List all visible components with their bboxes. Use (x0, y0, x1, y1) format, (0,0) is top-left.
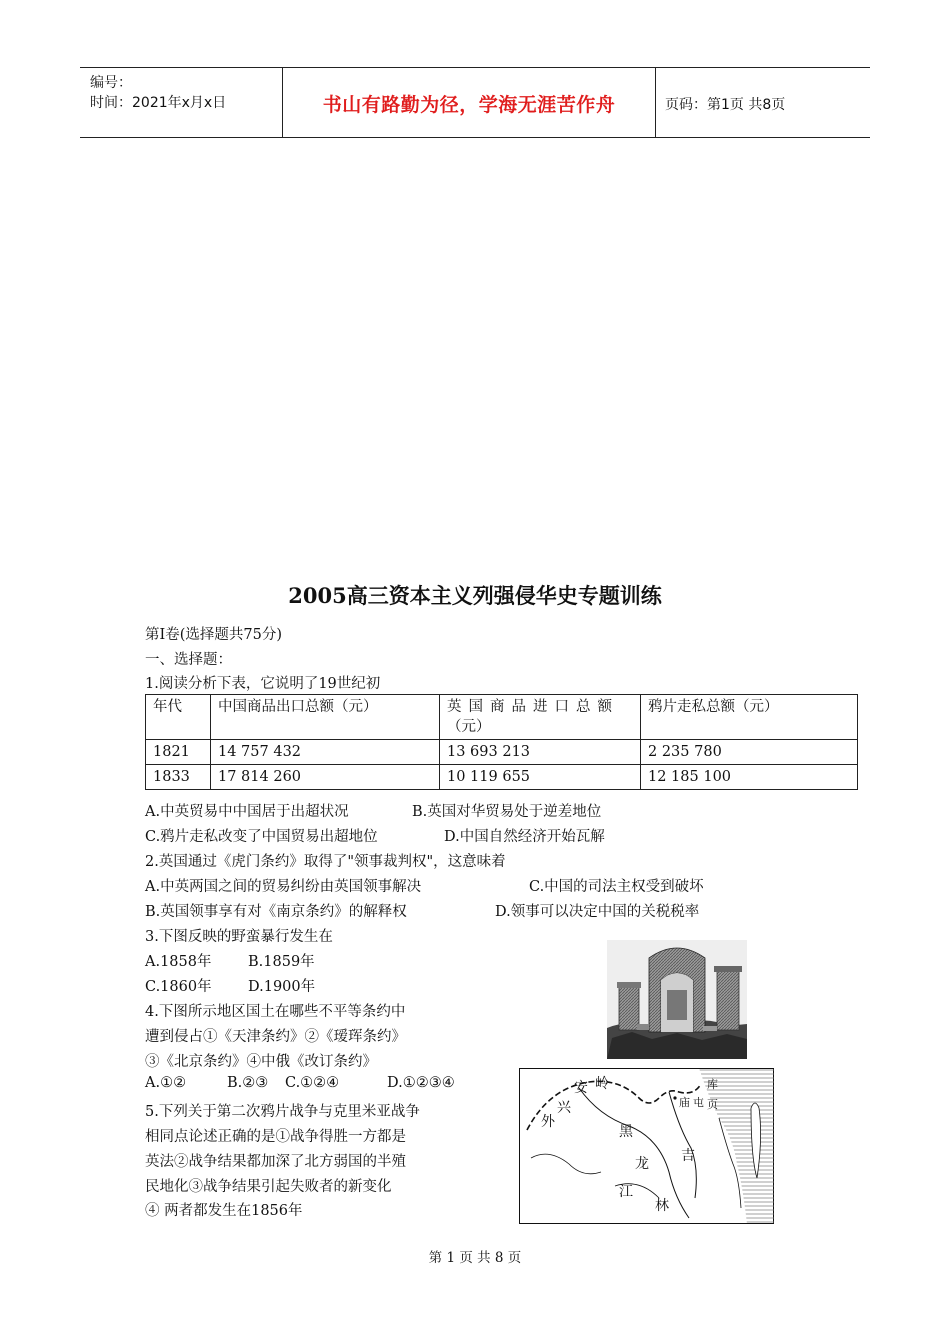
number-label: 编号： (90, 75, 132, 91)
map-label-lin: 林 (655, 1198, 669, 1214)
q4-option-d: D.①②③④ (387, 1075, 455, 1091)
map-label-xing: 兴 (557, 1100, 571, 1116)
question-3-stem: 3.下图反映的野蛮暴行发生在 (145, 929, 333, 945)
q1-option-c: C.鸦片走私改变了中国贸易出超地位 (145, 829, 378, 845)
q3-option-d: D.1900年 (248, 979, 316, 995)
table-cell: 1821 (146, 740, 211, 765)
table-cell: 1833 (146, 765, 211, 790)
table-header-cell: 中国商品出口总额（元） (211, 695, 440, 740)
question-1-stem: 1.阅读分析下表，它说明了19世纪初 (145, 676, 381, 692)
q3-option-a: A.1858年 (145, 954, 212, 970)
table-cell: 2 235 780 (641, 740, 858, 765)
q4-option-c: C.①②④ (285, 1075, 340, 1091)
trade-table (145, 694, 858, 790)
page-label: 页码：第1页 共8页 (665, 97, 786, 113)
document-title: 2005高三资本主义列强侵华史专题训练 (288, 583, 662, 608)
question-5-line2: 相同点论述正确的是①战争得胜一方都是 (145, 1129, 406, 1145)
question-2-stem: 2.英国通过《虎门条约》取得了"领事裁判权"，这意味着 (145, 854, 506, 870)
map-label-tun: 屯 (693, 1096, 704, 1109)
map-label-an: 安 (574, 1080, 588, 1096)
q2-option-d: D.领事可以决定中国的关税税率 (495, 904, 700, 920)
page-header (80, 67, 870, 138)
map-label-long: 龙 (635, 1156, 649, 1172)
section-heading: 一、选择题： (145, 652, 232, 668)
q2-option-a: A.中英两国之间的贸易纠纷由英国领事解决 (145, 879, 422, 895)
map-label-wai: 外 (541, 1114, 555, 1130)
question-5-line5: ④ 两者都发生在1856年 (145, 1203, 303, 1219)
map-label-ji: 吉 (681, 1148, 695, 1164)
header-left-cell (80, 68, 282, 137)
table-cell: 13 693 213 (440, 740, 641, 765)
q1-option-a: A.中英贸易中中国居于出超状况 (145, 804, 349, 820)
map-label-ku: 库 (707, 1078, 718, 1091)
table-header-text: （元） (447, 719, 491, 735)
map-label-ye: 页 (707, 1098, 718, 1111)
table-cell: 17 814 260 (211, 765, 440, 790)
table-cell: 14 757 432 (211, 740, 440, 765)
map-label-jiang: 江 (619, 1184, 633, 1200)
ruins-photo (607, 940, 747, 1059)
northeast-map (519, 1068, 774, 1224)
header-motto-cell (282, 68, 656, 137)
q3-option-c: C.1860年 (145, 979, 212, 995)
table-header-row (146, 695, 858, 740)
table-header-cell: 鸦片走私总额（元） (641, 695, 858, 740)
table-row (146, 765, 858, 790)
q2-option-b: B.英国领事享有对《南京条约》的解释权 (145, 904, 407, 920)
question-5-line4: 民地化③战争结果引起失败者的新变化 (145, 1179, 392, 1195)
question-5-line1: 5.下列关于第二次鸦片战争与克里米亚战争 (145, 1104, 420, 1120)
q4-option-a: A.①② (145, 1075, 187, 1091)
question-4-stem-line3: ③《北京条约》④中俄《改订条约》 (145, 1054, 377, 1070)
question-4-stem-line1: 4.下图所示地区国土在哪些不平等条约中 (145, 1004, 406, 1020)
time-label: 时间：2021年x月x日 (90, 95, 227, 111)
header-page-cell (655, 68, 870, 137)
q1-option-d: D.中国自然经济开始瓦解 (444, 829, 605, 845)
question-5-line3: 英法②战争结果都加深了北方弱国的半殖 (145, 1154, 406, 1170)
q2-option-c: C.中国的司法主权受到破坏 (529, 879, 704, 895)
table-cell: 10 119 655 (440, 765, 641, 790)
table-header-cell: 年代 (146, 695, 211, 740)
page-footer: 第 1 页 共 8 页 (428, 1250, 522, 1266)
table-header-cell (440, 695, 641, 740)
table-cell: 12 185 100 (641, 765, 858, 790)
motto: 书山有路勤为径，学海无涯苦作舟 (322, 94, 616, 116)
part-heading: 第Ⅰ卷(选择题共75分) (145, 627, 282, 643)
table-header-text: 英国商品进口总额 (447, 699, 619, 715)
q4-option-b: B.②③ (227, 1075, 269, 1091)
q1-option-b: B.英国对华贸易处于逆差地位 (412, 804, 602, 820)
q3-option-b: B.1859年 (248, 954, 315, 970)
map-label-miao: 庙 (679, 1096, 690, 1109)
table-row (146, 740, 858, 765)
question-4-stem-line2: 遭到侵占①《天津条约》②《瑷珲条约》 (145, 1029, 406, 1045)
map-label-hei: 黑 (619, 1124, 633, 1140)
map-label-ling: 岭 (595, 1076, 609, 1092)
